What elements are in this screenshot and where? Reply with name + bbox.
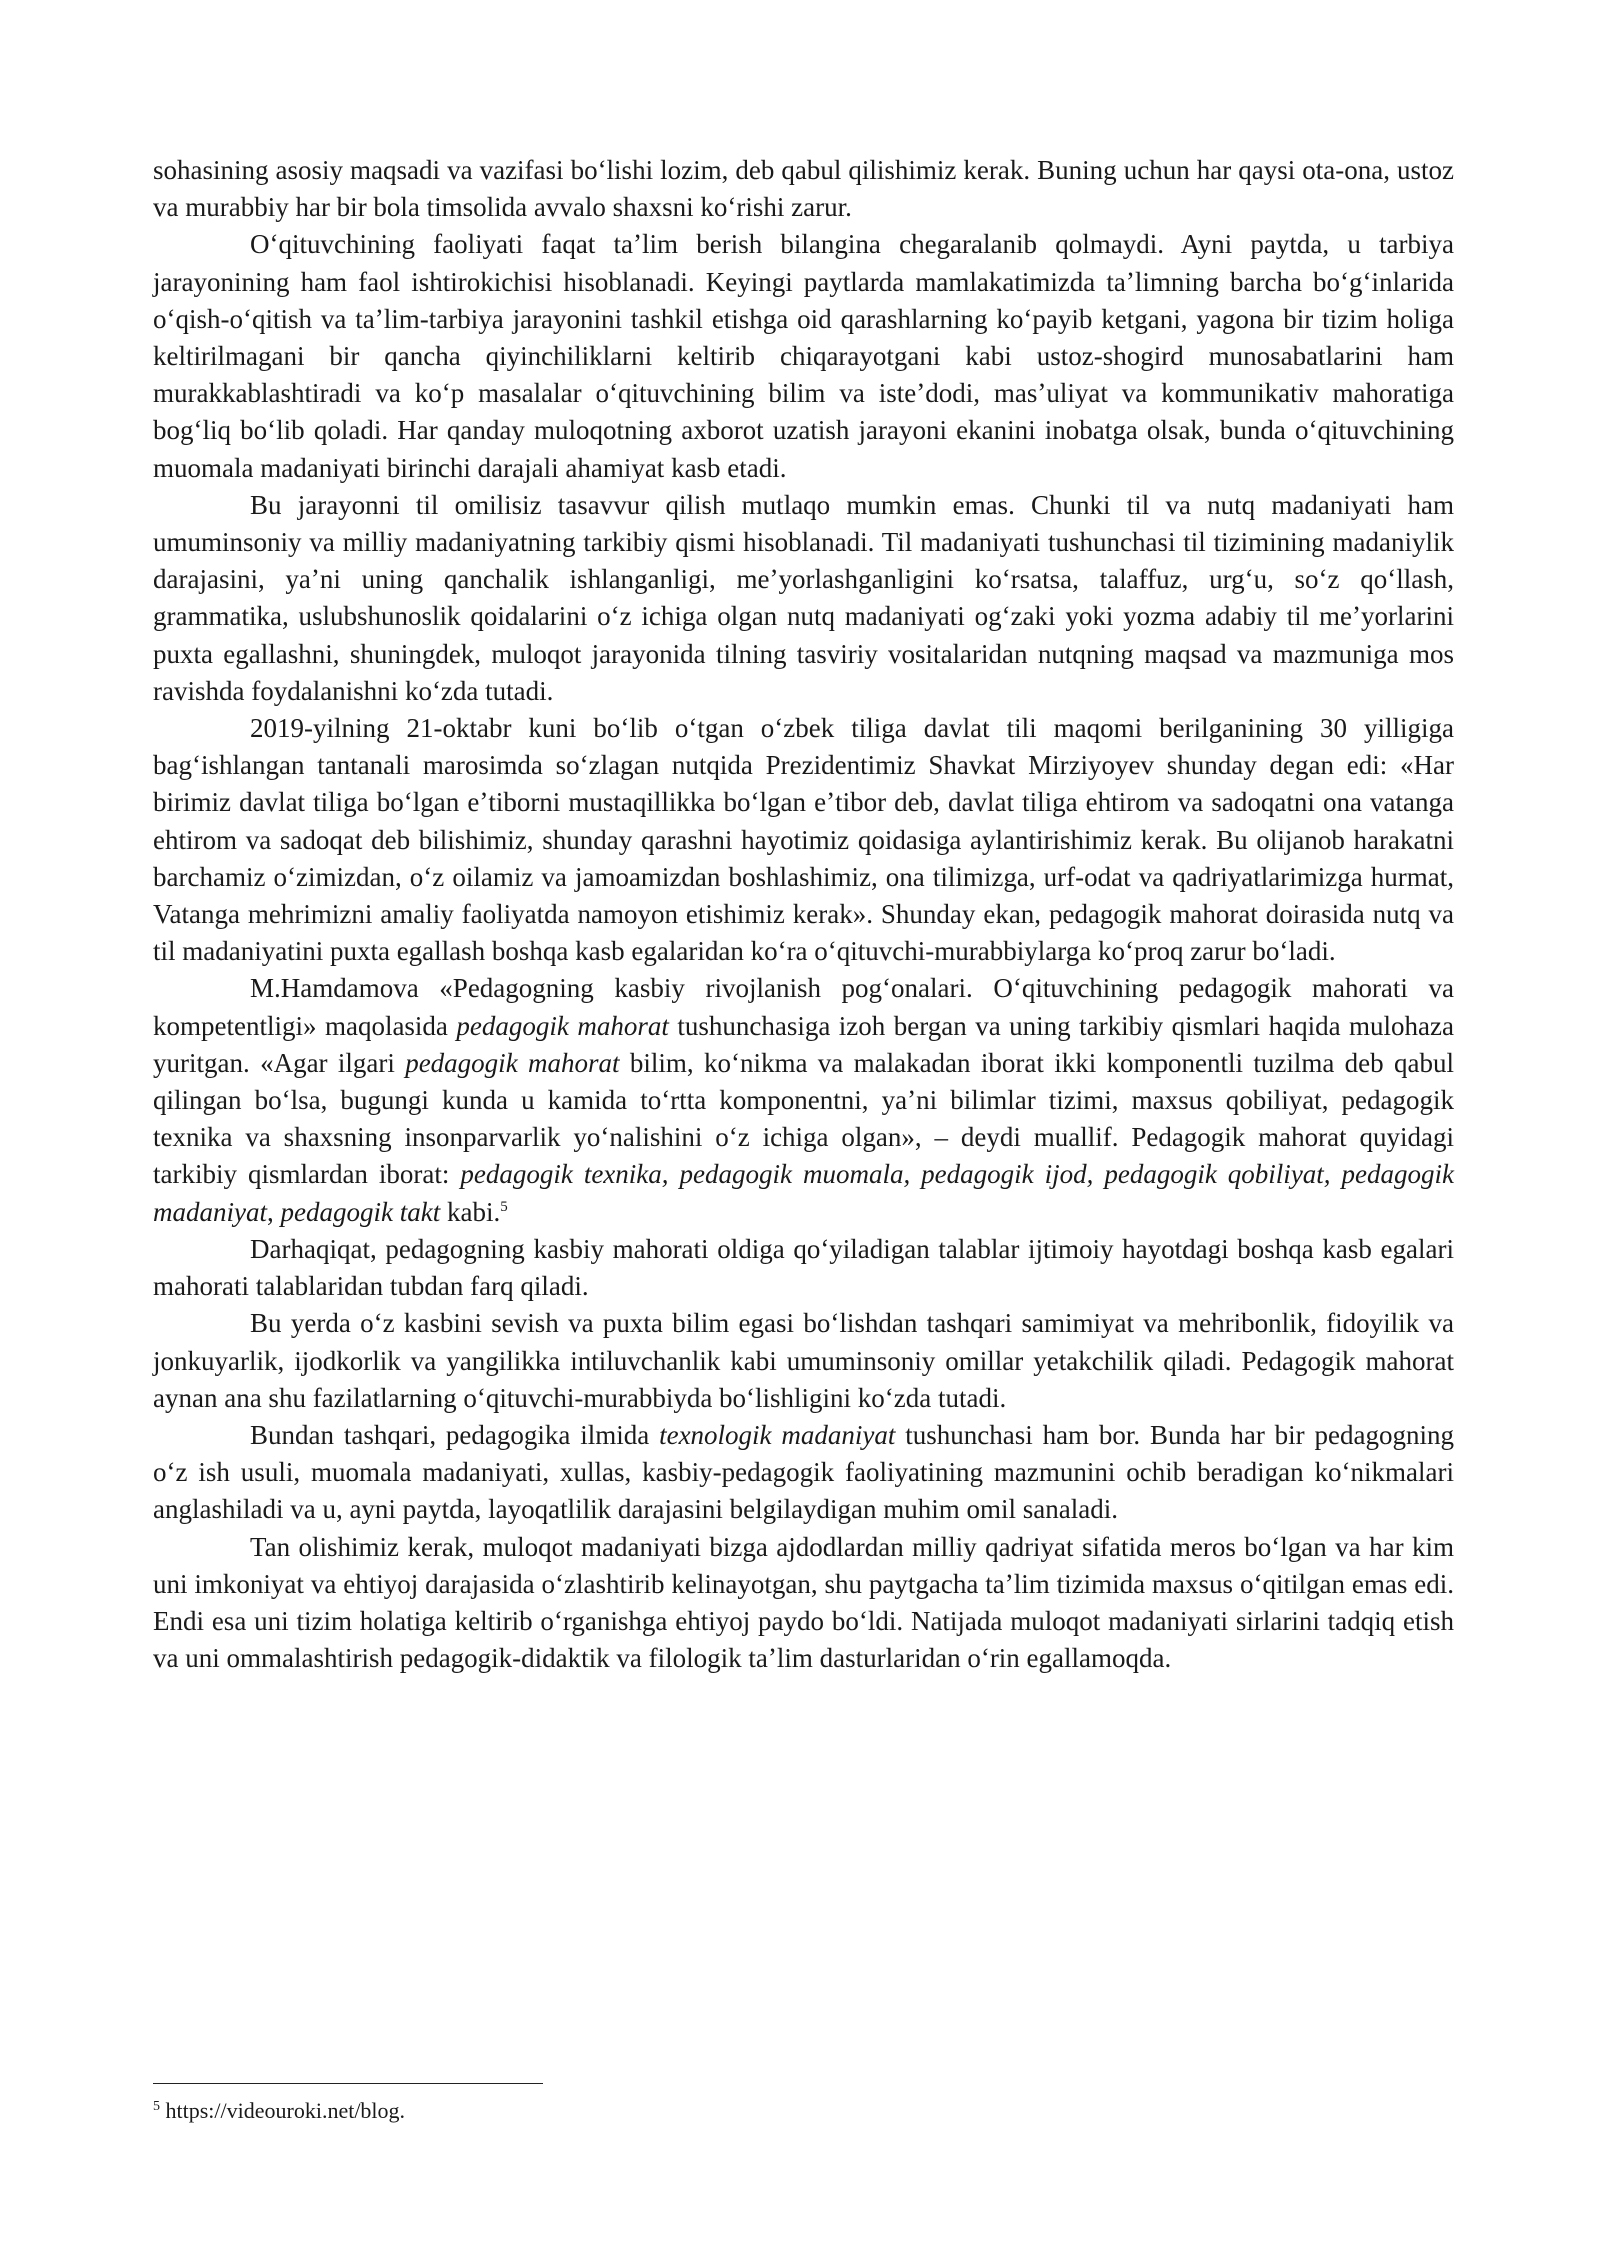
italic-term: pedagogik takt xyxy=(280,1196,441,1227)
paragraph xyxy=(153,1417,1454,1529)
footnote-reference[interactable]: 5 xyxy=(500,1198,508,1215)
italic-term: texnologik madaniyat xyxy=(659,1419,896,1450)
footnote-link[interactable]: https://videouroki.net/blog. xyxy=(160,2098,406,2123)
paragraph: Darhaqiqat, pedagogning kasbiy mahorati oldiga qoʻyiladigan talablar ijtimoiy hayotdagi boshqa kasb egalari mahorati talablaridan tubdan farq qiladi. xyxy=(153,1233,1454,1302)
paragraph: sohasining asosiy maqsadi va vazifasi boʻlishi lozim, deb qabul qilishimiz kerak. Buning uchun har qaysi ota-ona, ustoz va murabbiy har bir bola timsolida avvalo shaxsni koʻrishi zarur. xyxy=(153,155,1454,223)
text-run: bilim, koʻnikma va malakadan iborat ikki komponentli tuzilma deb qabul qilingan boʻlsa, bugungi kunda u kamida toʻrtta komponentni, yaʼni bilimlar tizimi, maxsus qobiliyat, pedagogik texnika va shaxsning insonparvarlik yoʻnalishini oʻz ichiga olgan», – deydi muallif. Pedagogik mahorat quyidagi tarkibiy qismlardan iborat: xyxy=(153,1047,1454,1190)
text-run: tushunchasiga izoh bergan va uning tarkibiy qismlari haqida mulohaza yuritgan. «Agar ilgari xyxy=(153,1010,1454,1078)
text-run: Bundan tashqari, pedagogika ilmida xyxy=(250,1419,660,1450)
footnote-number: 5 xyxy=(153,2099,160,2114)
paragraph: Tan olishimiz kerak, muloqot madaniyati bizga ajdodlardan milliy qadriyat sifatida meros boʻlgan va har kim uni imkoniyat va ehtiyoj darajasida oʻzlashtirib kelinayotgan, shu paytgacha taʼlim tizimida maxsus oʻqitilgan emas edi. Endi esa uni tizim holatiga keltirib oʻrganishga ehtiyoj paydo boʻldi. Natijada muloqot madaniyati sirlarini tadqiq etish va uni ommalashtirish pedagogik-didaktik va filologik taʼlim dasturlaridan oʻrin egallamoqda. xyxy=(153,1531,1454,1674)
text-run: M.Hamdamova «Pedagogning kasbiy rivojlanish pogʻonalari. Oʻqituvchining pedagogik mahorati va kompetentligi» maqolasida xyxy=(153,973,1454,1041)
text-run: kabi. xyxy=(440,1196,501,1227)
text-run: , xyxy=(267,1196,281,1227)
paragraph xyxy=(153,970,1454,1230)
paragraph: Oʻqituvchining faoliyati faqat taʼlim berish bilangina chegaralanib qolmaydi. Ayni paytda, u tarbiya jarayonining ham faol ishtirokichisi hisoblanadi. Keyingi paytlarda mamlakatimizda taʼlimning barcha boʻgʻinlarida oʻqish-oʻqitish va taʼlim-tarbiya jarayonini tashkil etishga oid qarashlarning koʻpayib ketgani, yagona bir tizim holiga keltirilmagani bir qancha qiyinchiliklarni keltirib chiqarayotgani kabi ustoz-shogird munosabatlarini ham murakkablashtiradi va koʻp masalalar oʻqituvchining bilim va isteʼdodi, masʼuliyat va kommunikativ mahoratiga bogʻliq boʻlib qoladi. Har qanday muloqotning axborot uzatish jarayoni ekanini inobatga olsak, bunda oʻqituvchining muomala madaniyati birinchi darajali ahamiyat kasb etadi. xyxy=(153,229,1454,483)
paragraph: Bu yerda oʻz kasbini sevish va puxta bilim egasi boʻlishdan tashqari samimiyat va mehribonlik, fidoyilik va jonkuyarlik, ijodkorlik va yangilikka intiluvchanlik kabi umuminsoniy omillar yetakchilik qiladi. Pedagogik mahorat aynan ana shu fazilatlarning oʻqituvchi-murabbiyda boʻlishligini koʻzda tutadi. xyxy=(153,1308,1454,1413)
document-body xyxy=(153,152,1454,1677)
footnote-separator xyxy=(153,2083,543,2084)
paragraph: 2019-yilning 21-oktabr kuni boʻlib oʻtgan oʻzbek tiliga davlat tili maqomi berilganining 30 yilligiga bagʻishlangan tantanali marosimda soʻzlagan nutqida Prezidentimiz Shavkat Mirziyoyev shunday degan edi: «Har birimiz davlat tiliga boʻlgan eʼtiborni mustaqillikka boʻlgan eʼtibor deb, davlat tiliga ehtirom va sadoqatni ona vatanga ehtirom va sadoqat deb bilishimiz, shunday qarashni hayotimiz qoidasiga aylantirishimiz kerak. Bu olijanob harakatni barchamiz oʻzimizdan, oʻz oilamiz va jamoamizdan boshlashimiz, ona tilimizga, urf-odat va qadriyatlarimizga hurmat, Vatanga mehrimizni amaliy faoliyatda namoyon etishimiz kerak». Shunday ekan, pedagogik mahorat doirasida nutq va til madaniyatini puxta egallash boshqa kasb egalaridan koʻra oʻqituvchi-murabbiylarga koʻproq zarur boʻladi. xyxy=(153,713,1454,967)
italic-term: pedagogik mahorat xyxy=(405,1047,620,1078)
text-run: tushunchasi ham bor. Bunda har bir pedagogning oʻz ish usuli, muomala madaniyati, xullas, kasbiy-pedagogik faoliyatining mazmunini ochib beradigan koʻnikmalari anglashiladi va u, ayni paytda, layoqatlilik darajasini belgilaydigan muhim omil sanaladi. xyxy=(153,1419,1454,1525)
paragraph: Bu jarayonni til omilisiz tasavvur qilish mutlaqo mumkin emas. Chunki til va nutq madaniyati ham umuminsoniy va milliy madaniyatning tarkibiy qismi hisoblanadi. Til madaniyati tushunchasi til tizimining madaniylik darajasini, yaʼni uning qanchalik ishlanganligi, meʼyorlashganligini koʻrsatsa, talaffuz, urgʻu, soʻz qoʻllash, grammatika, uslubshunoslik qoidalarini oʻz ichiga olgan nutq madaniyati ogʻzaki yoki yozma adabiy til meʼyorlarini puxta egallashni, shuningdek, muloqot jarayonida tilning tasviriy vositalaridan nutqning maqsad va mazmuniga mos ravishda foydalanishni koʻzda tutadi. xyxy=(153,489,1454,706)
italic-term: pedagogik texnika, pedagogik muomala, pedagogik ijod, pedagogik qobiliyat, pedagogik madaniyat xyxy=(153,1159,1454,1227)
footnote xyxy=(153,2097,405,2125)
italic-term: pedagogik mahorat xyxy=(456,1010,669,1041)
